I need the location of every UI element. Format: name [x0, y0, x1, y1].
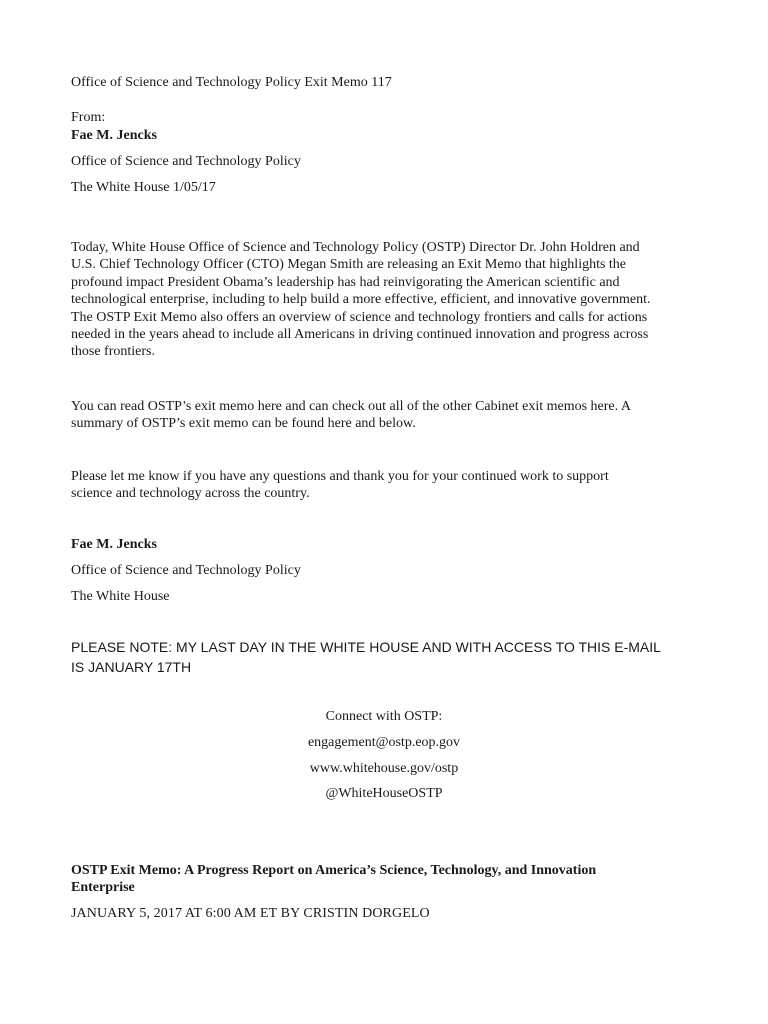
notice-line: IS JANUARY 17TH: [71, 659, 192, 675]
signature-name: Fae M. Jencks: [71, 537, 157, 552]
article-byline: JANUARY 5, 2017 AT 6:00 AM ET BY CRISTIN DORGELO: [71, 906, 430, 921]
paragraph-line: needed in the years ahead to include all Americans in driving continued innovation and progress across: [71, 327, 649, 343]
paragraph-line: The OSTP Exit Memo also offers an overview of science and technology frontiers and calls for actions: [71, 309, 648, 325]
contact-twitter-link[interactable]: @WhiteHouseOSTP: [325, 786, 443, 801]
paragraph-line: science and technology across the country.: [71, 486, 310, 502]
sender-location-date: The White House 1/05/17: [71, 180, 216, 195]
body-paragraph-3: [71, 468, 701, 503]
from-label: From:: [71, 110, 106, 125]
paragraph-line: profound impact President Obama’s leadership has had reinvigorating the American scientific and: [71, 274, 620, 290]
paragraph-line: those frontiers.: [71, 344, 155, 360]
paragraph-line: U.S. Chief Technology Officer (CTO) Megan Smith are releasing an Exit Memo that highlights the: [71, 257, 627, 273]
paragraph-line: You can read OSTP’s exit memo here and can check out all of the other Cabinet exit memos here. A: [71, 399, 631, 414]
headline-line: OSTP Exit Memo: A Progress Report on America’s Science, Technology, and Innovation: [71, 863, 597, 878]
contact-email-link[interactable]: engagement@ostp.eop.gov: [307, 735, 461, 750]
signature-office: Office of Science and Technology Policy: [71, 563, 301, 578]
memo-title: Office of Science and Technology Policy Exit Memo 117: [71, 75, 392, 90]
contact-heading: Connect with OSTP:: [325, 709, 443, 724]
body-paragraph-1: [71, 239, 701, 361]
body-paragraph-2: [71, 398, 701, 433]
paragraph-line: summary of OSTP’s exit memo can be found here and below.: [71, 416, 416, 432]
sender-name: Fae M. Jencks: [71, 128, 157, 143]
notice-line: PLEASE NOTE: MY LAST DAY IN THE WHITE HOUSE AND WITH ACCESS TO THIS E-MAIL: [71, 639, 661, 655]
sender-office: Office of Science and Technology Policy: [71, 154, 301, 169]
last-day-notice: [71, 637, 711, 677]
paragraph-line: technological enterprise, including to help build a more effective, efficient, and innovative government.: [71, 292, 651, 308]
signature-location: The White House: [71, 589, 170, 604]
contact-website-link[interactable]: www.whitehouse.gov/ostp: [309, 761, 459, 776]
paragraph-line: Please let me know if you have any questions and thank you for your continued work to support: [71, 469, 609, 484]
paragraph-line: Today, White House Office of Science and Technology Policy (OSTP) Director Dr. John Holdren and: [71, 240, 640, 255]
article-headline: [71, 862, 596, 896]
headline-line: Enterprise: [71, 880, 135, 895]
